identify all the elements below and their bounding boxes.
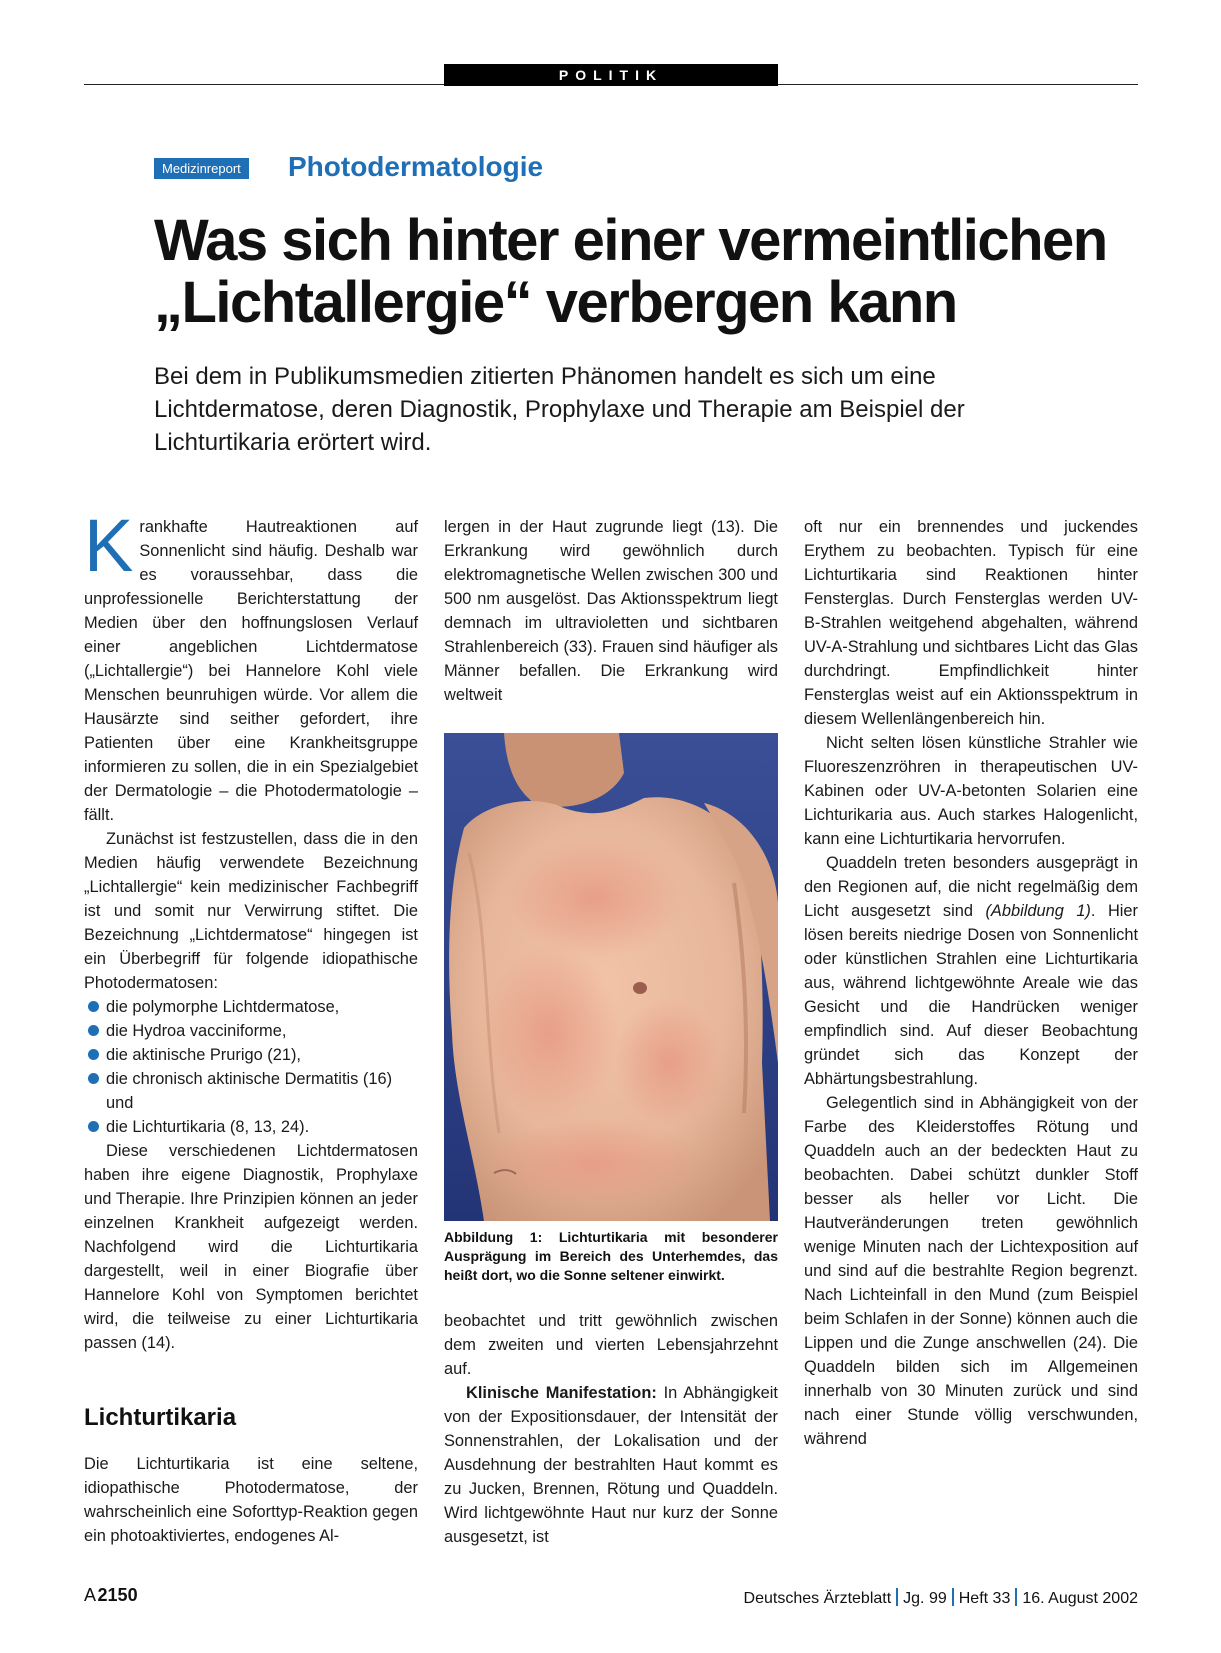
drop-cap: K [84, 504, 134, 587]
column-2-continued [444, 1309, 778, 1549]
list-item-text: die polymorphe Lichtdermatose, [106, 998, 340, 1016]
footer-citation [744, 1588, 1138, 1608]
paragraph: oft nur ein brennendes und juckendes Erythem zu beobachten. Typisch für eine Lichturtikaria sind Reaktionen hinter Fensterglas. Durch Fensterglas werden UV-B-Strahlen weitgehend abgehalten, während UV-A-Strahlung und sichtbares Licht das Glas durchdringt. Empfindlichkeit hinter Fensterglas weist auf ein Aktionsspektrum in diesem Wellenlängenbereich hin. [804, 518, 1138, 728]
bullet-list [84, 995, 418, 1139]
page-number [84, 1585, 138, 1606]
inline-heading: Klinische Manifestation: [466, 1384, 657, 1402]
paragraph-text: In Abhängigkeit von der Expositionsdauer, der Intensität der Sonnenstrahlen, der Lokalisation und der Ausdehnung der bestrahlten Haut kommt es zu Jucken, Brennen, Rötung und Quaddeln. Wird lichtgewöhnte Haut nur kurz der Sonne ausgesetzt, ist [444, 1384, 778, 1546]
paragraph-text: . Hier lösen bereits niedrige Dosen von Sonnenlicht oder künstlichen Strahlen eine Lichturtikaria aus, während lichtgewöhnte Areale wie das Gesicht und die Handrücken weniger empfindlich sind. Auf dieser Beobachtung gründet sich das Konzept der Abhärtungsbestrahlung. [804, 902, 1138, 1088]
list-item-text: die Hydroa vacciniforme, [106, 1022, 287, 1040]
bullet-icon [88, 1049, 99, 1060]
topic-title: Photodermatologie [288, 151, 544, 182]
torso-photo-illustration [444, 733, 778, 1221]
column-1 [84, 504, 418, 1355]
paragraph: Diese verschiedenen Lichtdermatosen haben ihre eigene Diagnostik, Prophylaxe und Therapie. Ihre Prinzipien können an jeder einzelnen Krankheit aufgezeigt werden. Nachfolgend wird die Lichturtikaria dargestellt, weil in einer Biografie über Hannelore Kohl von Symptomen berichtet wird, die teilweise zu einer Lichturtikaria passen (14). [84, 1142, 418, 1352]
separator [1015, 1588, 1017, 1606]
figure-reference: (Abbildung 1) [985, 902, 1091, 920]
paragraph: Nicht selten lösen künstliche Strahler wie Fluoreszenzröhren in therapeutischen UV-Kabinen oder UV-A-betonten Solarien eine Lichturikaria aus. Auch starkes Halogenlicht, kann eine Lichturtikaria hervorrufen. [804, 734, 1138, 848]
issue: Heft 33 [958, 1590, 1011, 1607]
section-label: POLITIK [444, 64, 778, 86]
paragraph: Zunächst ist festzustellen, dass die in den Medien häufig verwendete Bezeichnung „Lichtallergie“ kein medizinischer Fachbegriff ist und somit nur Verwirrung stiftet. Die Bezeichnung „Lichtdermatose“ hingegen ist ein Überbegriff für folgende idiopathische Photodermatosen: [84, 830, 418, 992]
list-item [84, 1115, 418, 1139]
category-tag: Medizinreport [154, 158, 249, 179]
headline [154, 210, 1114, 334]
list-item-text: die aktinische Prurigo (21), [106, 1046, 301, 1064]
list-item-text: die chronisch aktinische Dermatitis (16) und [106, 1070, 393, 1112]
separator [896, 1588, 898, 1606]
lede: Bei dem in Publikumsmedien zitierten Phänomen handelt es sich um eine Lichtdermatose, deren Diagnostik, Prophylaxe und Therapie am Beispiel der Lichturtikaria erörtert wird. [154, 363, 965, 456]
headline-line-2: „Lichtallergie“ verbergen kann [154, 270, 957, 335]
bullet-icon [88, 1121, 99, 1132]
figure-photo [444, 733, 778, 1221]
paragraph [804, 851, 1138, 1091]
list-item [84, 1067, 418, 1115]
journal-name: Deutsches Ärzteblatt [743, 1590, 892, 1607]
paragraph: Die Lichturtikaria ist eine seltene, idiopathische Photodermatose, der wahrscheinlich eine Soforttyp-Reaktion gegen ein photoaktiviertes, endogenes Al- [84, 1455, 418, 1545]
column-1-continued [84, 1452, 418, 1548]
figure-caption: Abbildung 1: Lichturtikaria mit besonderer Ausprägung im Bereich des Unterhemdes, das heißt dort, wo die Sonne seltener einwirkt. [444, 1229, 778, 1283]
subheading: Lichturtikaria [84, 1404, 237, 1431]
volume: Jg. 99 [903, 1590, 947, 1607]
paragraph-intro-text: rankhafte Hautreaktionen auf Sonnenlicht sind häufig. Deshalb war es voraussehbar, dass die unprofessionelle Berichterstattung der Medien über den hoffnungslosen Verlauf einer angeblichen Lichtdermatose („Lichtallergie“) bei Hannelore Kohl viele Menschen beunruhigen würde. Vor allem die Hausärzte sind seither gefordert, ihre Patienten über eine Krankheitsgruppe informieren zu sollen, die in ein Spezialgebiet der Dermatologie – die Photodermatologie – fällt. [84, 518, 418, 824]
bullet-icon [88, 1001, 99, 1012]
list-item [84, 1019, 418, 1043]
page-number-value: 2150 [97, 1585, 138, 1605]
separator [952, 1588, 954, 1606]
list-item [84, 995, 418, 1019]
column-3 [804, 515, 1138, 1451]
bullet-icon [88, 1073, 99, 1084]
column-2 [444, 515, 778, 707]
issue-date: 16. August 2002 [1022, 1590, 1138, 1607]
bullet-icon [88, 1025, 99, 1036]
list-item [84, 1043, 418, 1067]
paragraph [444, 1381, 778, 1549]
paragraph: beobachtet und tritt gewöhnlich zwischen dem zweiten und vierten Lebensjahrzehnt auf. [444, 1312, 778, 1378]
paragraph-text: Quaddeln treten besonders ausgeprägt in den Regionen auf, die nicht regelmäßig dem Licht ausgesetzt sind [804, 854, 1138, 920]
paragraph: Gelegentlich sind in Abhängigkeit von der Farbe des Kleiderstoffes Rötung und Quaddeln auch an der bedeckten Haut zu beobachten. Dabei schützt dunkler Stoff besser als heller vor Licht. Die Hautveränderungen treten gewöhnlich wenige Minuten nach der Lichtexposition auf und sind auf die bestrahlte Region begrenzt. Nach Lichteinfall in den Mund (zum Beispiel beim Schlafen in der Sonne) können auch die Lippen und die Zunge anschwellen (24). Die Quaddeln bilden sich im Allgemeinen innerhalb von 30 Minuten zurück und sind nach einer Stunde völlig verschwunden, während [804, 1094, 1138, 1448]
page-prefix: A [84, 1585, 97, 1605]
headline-line-1: Was sich hinter einer vermeintlichen [154, 208, 1107, 273]
list-item-text: die Lichturtikaria (8, 13, 24). [106, 1118, 310, 1136]
paragraph: lergen in der Haut zugrunde liegt (13). Die Erkrankung wird gewöhnlich durch elektromagnetische Wellen zwischen 300 und 500 nm ausgelöst. Das Aktionsspektrum liegt demnach im ultravioletten und sichtbaren Strahlenbereich (33). Frauen sind häufiger als Männer befallen. Die Erkrankung wird weltweit [444, 518, 778, 704]
paragraph-intro [84, 504, 418, 827]
